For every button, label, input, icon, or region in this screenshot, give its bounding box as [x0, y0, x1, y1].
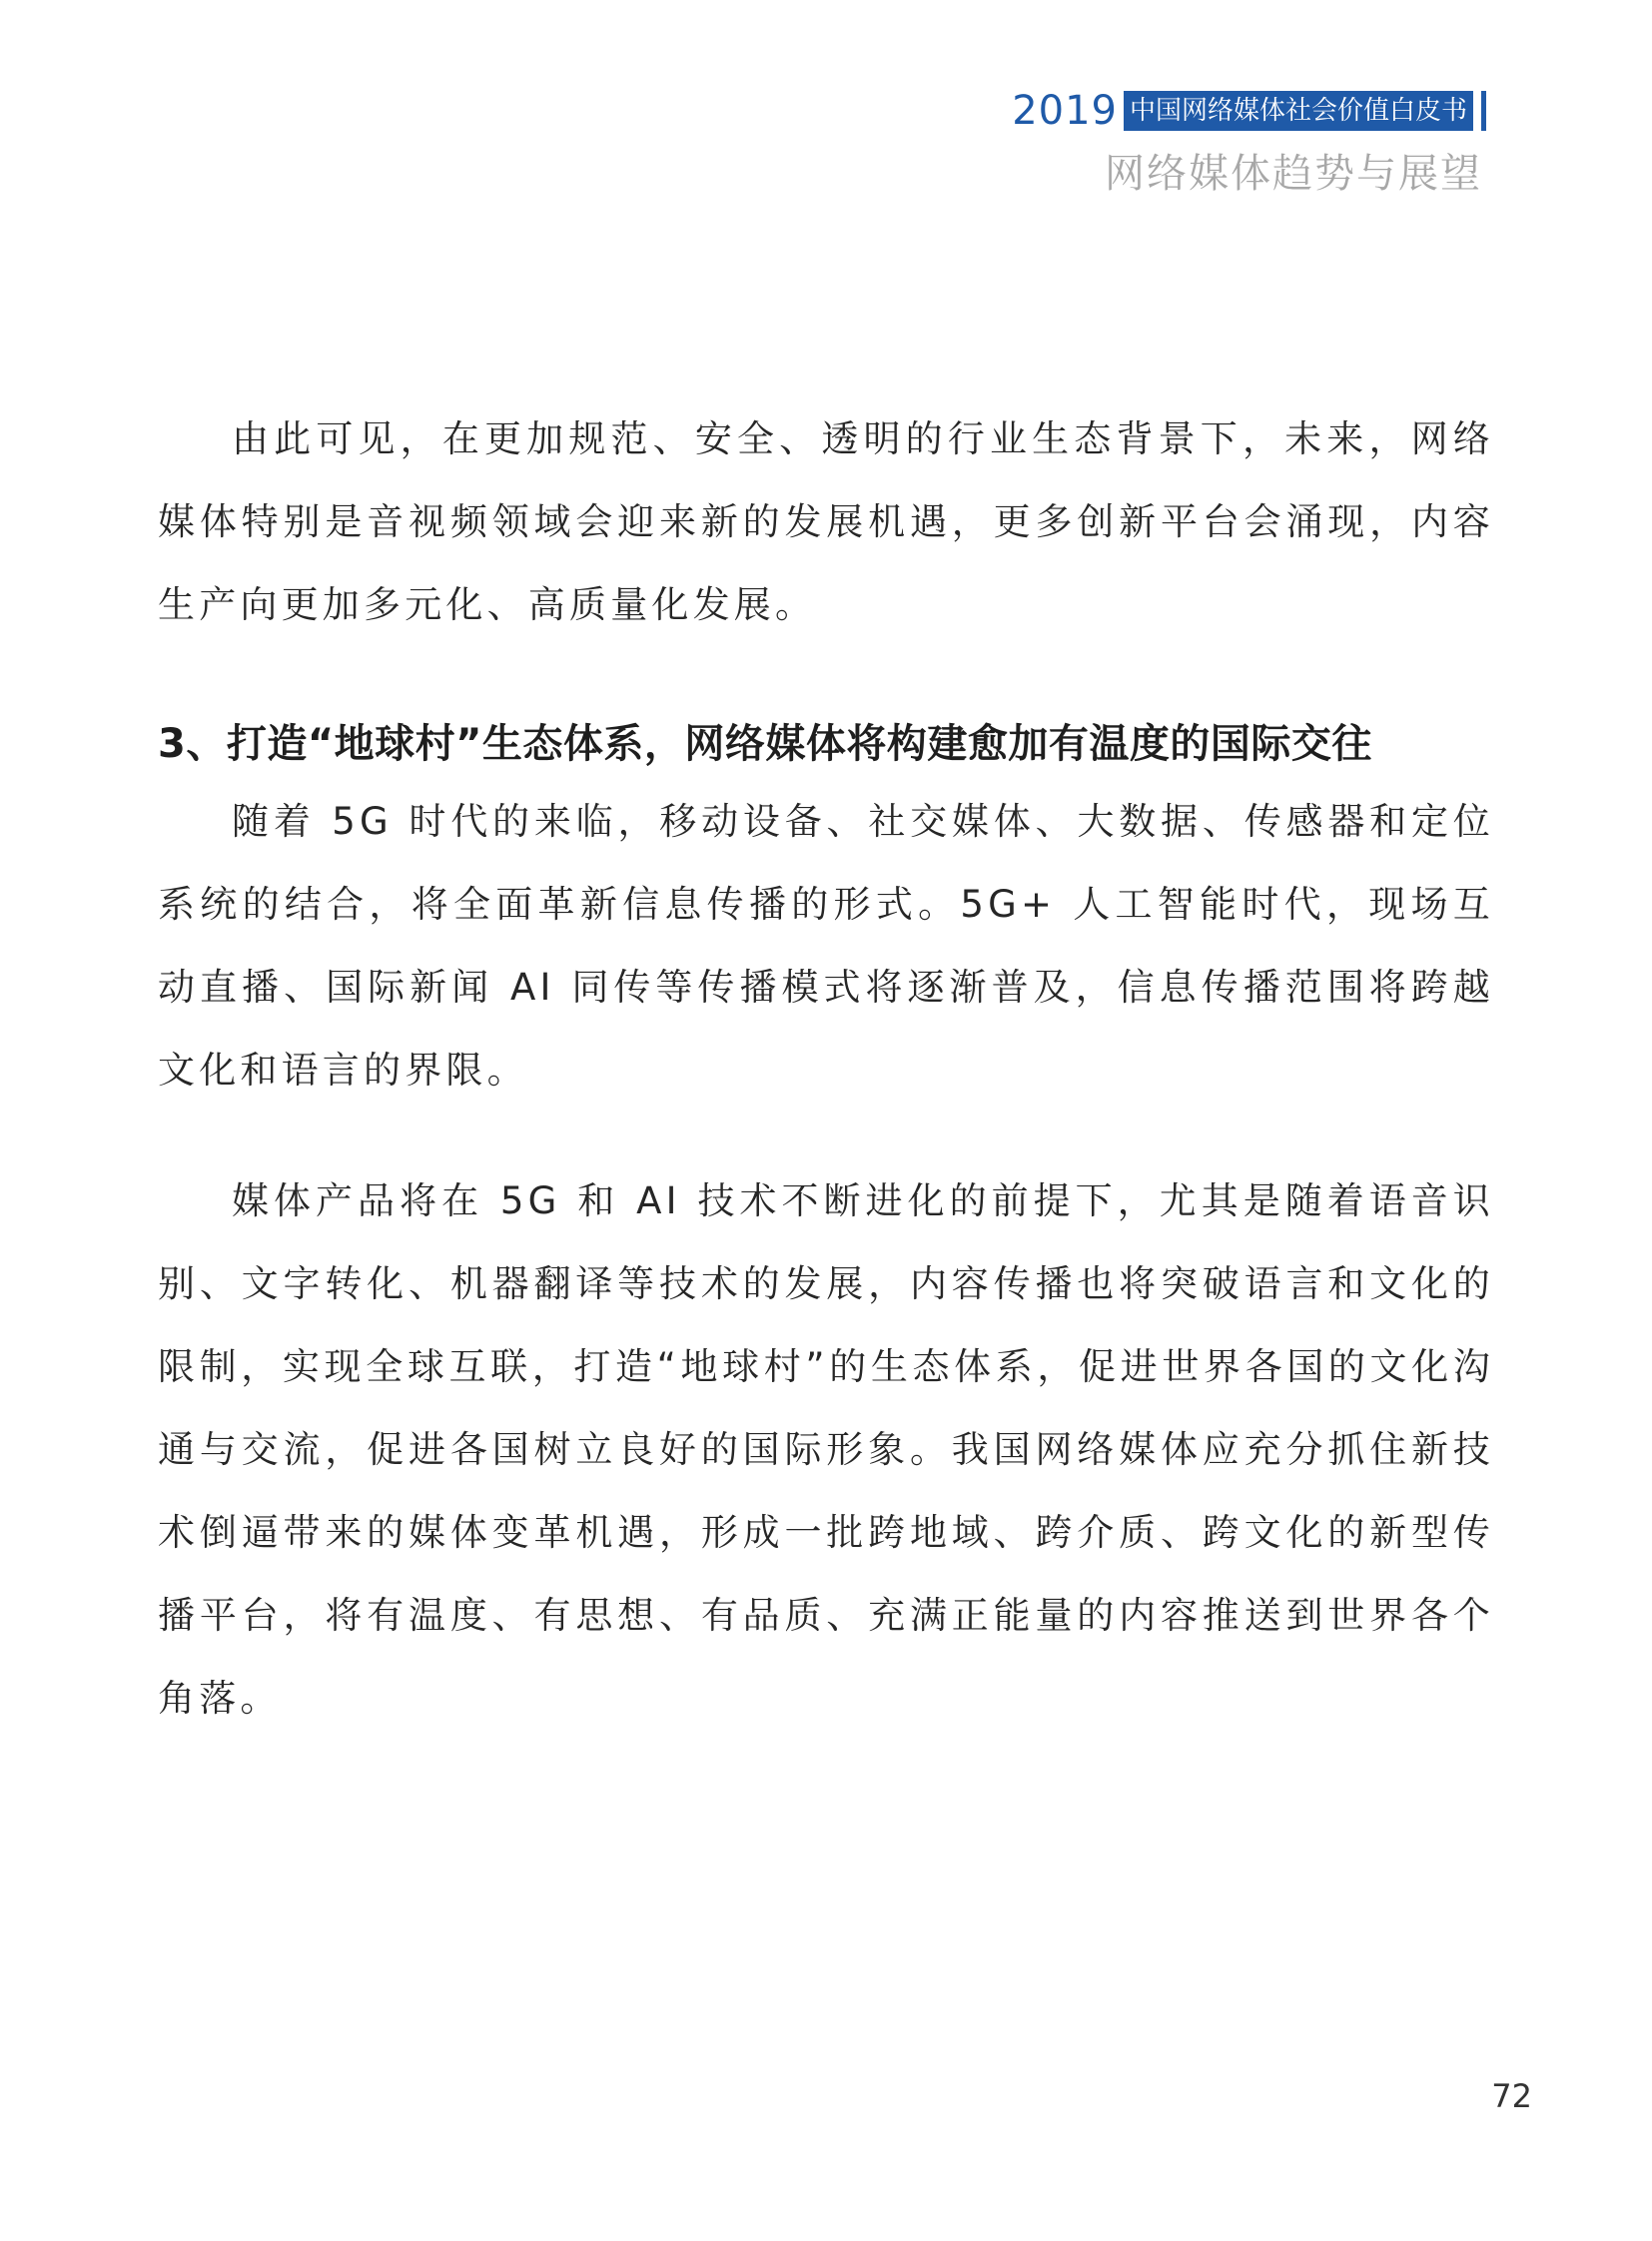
section-paragraph-2: 媒体产品将在 5G 和 AI 技术不断进化的前提下，尤其是随着语音识别、文字转化、机器翻译等技术的发展，内容传播也将突破语言和文化的限制，实现全球互联，打造“地球村”的生态体系，促进世界各国的文化沟通与交流，促进各国树立良好的国际形象。我国网络媒体应充分抓住新技术倒逼带来的媒体变革机遇，形成一批跨地域、跨介质、跨文化的新型传播平台，将有温度、有思想、有品质、充满正能量的内容推送到世界各个角落。	[158, 1179, 1494, 1720]
section-paragraph-1: 随着 5G 时代的来临，移动设备、社交媒体、大数据、传感器和定位系统的结合，将全面革新信息传播的形式。5G+ 人工智能时代，现场互动直播、国际新闻 AI 同传等传播模式将逐渐普及，信息传播范围将跨越文化和语言的界限。	[158, 800, 1494, 1092]
header-title-row	[1012, 88, 1486, 134]
header-chapter-title: 网络媒体趋势与展望	[1105, 151, 1482, 197]
header-book-title: 中国网络媒体社会价值白皮书	[1124, 91, 1473, 131]
header-year: 2019	[1012, 88, 1118, 134]
intro-paragraph: 由此可见，在更加规范、安全、透明的行业生态背景下，未来，网络媒体特别是音视频领域会迎来新的发展机遇，更多创新平台会涌现，内容生产向更加多元化、高质量化发展。	[158, 417, 1494, 626]
header-accent-bar	[1481, 91, 1486, 131]
running-header	[1012, 88, 1486, 200]
page-number: 72	[1491, 2077, 1532, 2115]
page-body	[158, 397, 1494, 1740]
section-heading: 3、打造“地球村”生态体系，网络媒体将构建愈加有温度的国际交往	[158, 721, 1372, 767]
